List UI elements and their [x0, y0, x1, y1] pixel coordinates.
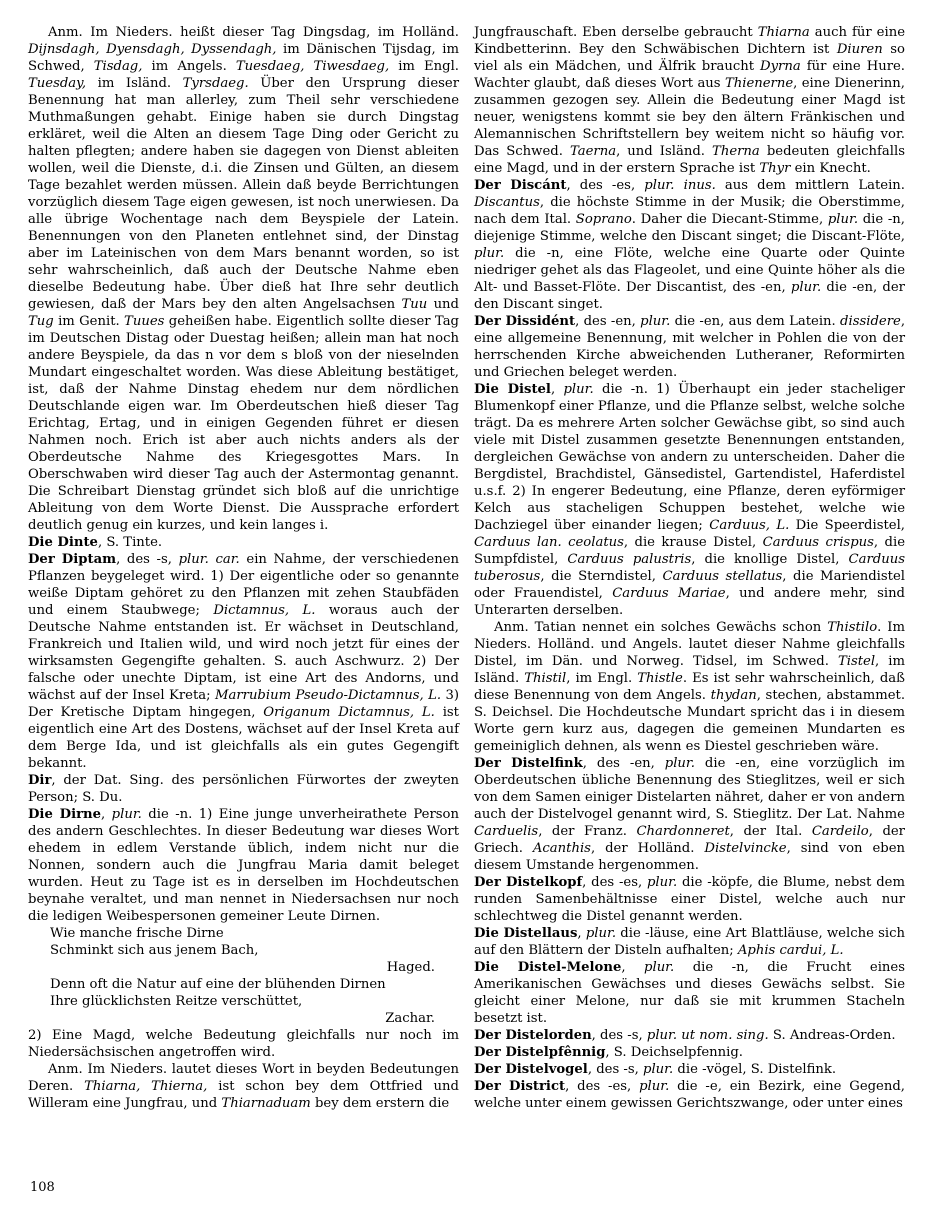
- dictionary-entry: Der Dissidént, des -en, plur. die -en, aus dem Latein. dissidere, eine allgemeine Benennung, mit welcher in Pohlen die von der herrschenden Kirche abweichenden Lutheraner, Reformirten und Griechen beleget werden.: [474, 314, 906, 380]
- dictionary-entry: Dir, der Dat. Sing. des persönlichen Fürwortes der zweyten Person; S. Du.: [28, 773, 459, 805]
- continuation-paragraph: Jungfrauschaft. Eben derselbe gebraucht Thiarna auch für eine Kindbetterinn. Bey den Schwäbischen Dichtern ist Diuren so viel als ein Mädchen, und Älfrik braucht Dyrna für eine Hure. Wachter glaubt, daß dieses Wort aus Thienerne, eine Dienerinn, zusammen gezogen sey. Allein die Bedeutung einer Magd ist neuer, wenigstens kommt sie bey den ältern Fränkischen und Alemannischen Schriftstellern bey weitem nicht so häufig vor. Das Schwed. Taerna, und Isländ. Therna bedeuten gleichfalls eine Magd, und in der erstern Sprache ist Thyr ein Knecht.: [474, 25, 905, 176]
- dictionary-entry: Die Distel-Melone, plur. die -n, die Frucht eines Amerikanischen Gewächses und dieses Gewächs selbst. Sie gleicht einer Melone, nur daß sie mit krummen Stacheln besetzt ist.: [474, 960, 905, 1026]
- dictionary-entry: Der Distelvogel, des -s, plur. die -vögel, S. Distelfink.: [474, 1062, 837, 1077]
- verse-line: Wie manche frische Dirne: [50, 926, 224, 941]
- annotation-paragraph: Anm. Im Nieders. heißt dieser Tag Dingsdag, im Holländ. Dijnsdagh, Dyensdagh, Dyssendagh, im Dänischen Tijsdag, im Schwed, Tisdag, im Angels. Tuesdaeg, Tiwesdaeg, im Engl. Tuesday, im Isländ. Tyrsdaeg. Über den Ursprung dieser Benennung hat man allerley, zum Theil sehr verschiedene Muthmaßungen gehabt. Einige haben sie durch Dingstag erkläret, weil die Alten an diesem Tage Ding oder Gericht zu halten pflegten; andere haben sie dagegen von Dienst ableiten wollen, weil die Dienste, d.i. die Zinsen und Gülten, an diesem Tage bezahlet werden müssen. Allein daß beyde Berrichtungen vorzüglich diesem Tage eigen gewesen, ist noch unerwiesen. Da alle übrige Wochentage nach dem Beyspiele der Latein. Benennungen von den Planeten entlehnet sind, der Dinstag aber im Lateinischen von dem Mars benannt worden, so ist sehr wahrscheinlich, daß auch der Deutsche Nahme eben dieselbe Bedeutung habe. Über dieß hat Ihre sehr deutlich gewiesen, daß der Mars bey den alten Angelsachsen Tuu und Tug im Genit. Tuues geheißen habe. Eigentlich sollte dieser Tag im Deutschen Distag oder Duestag heißen; allein man hat noch andere Beyspiele, da das n vor dem s bloß von der nieselnden Mundart eingeschaltet worden. Was diese Ableitung bestätiget, ist, daß der Nahme Dinstag ehedem nur dem nördlichen Deutschlande eigen war. Im Oberdeutschen hieß dieser Tag Erichtag, Ertag, und in einigen Gegenden führet er diesen Nahmen noch. Erich ist aber auch nichts anders als der Oberdeutsche Nahme des Kriegesgottes Mars. In Oberschwaben wird dieser Tag auch der Astermontag genannt. Die Schreibart Dienstag gründet sich bloß auf die unrichtige Ableitung von dem Worte Dienst. Die Aussprache erfordert deutlich genug ein kurzes, und kein langes i.: [28, 25, 459, 533]
- verse-line: Denn oft die Natur auf eine der blühenden Dirnen: [50, 977, 386, 992]
- dictionary-entry: Die Dirne, plur. die -n. 1) Eine junge unverheirathete Person des andern Geschlechtes. In dieser Bedeutung war dieses Wort ehedem in edlem Verstande üblich, indem nicht nur die Nonnen, sondern auch die Jungfrau Maria damit beleget wurden. Heut zu Tage ist es in derselben im Hochdeutschen beynahe veraltet, und man nennet in Niedersachsen nur noch die ledigen Weibespersonen gemeiner Leute Dirnen.: [28, 807, 459, 924]
- dictionary-entry: Der Diptam, des -s, plur. car. ein Nahme, der verschiedenen Pflanzen beygeleget wird. 1) Der eigentliche oder so genannte weiße Diptam gehöret zu den Pflanzen mit zehen Staubfäden und einem Staubwege; Dictamnus, L. woraus auch der Deutsche Nahme entstanden ist. Er wächset in Deutschland, Frankreich und Italien wild, und wird noch jetzt für eines der wirksamsten Gegengifte gehalten. S. auch Aschwurz. 2) Der falsche oder unechte Diptam, ist eine Art des Andorns, und wächst auf der Insel Kreta; Marrubium Pseudo-Dictamnus, L. 3) Der Kretische Diptam hingegen, Origanum Dictamnus, L. ist eigentlich eine Art des Dostens, wächset auf der Insel Kreta auf dem Berge Ida, und ist gleichfalls als ein gutes Gegengift bekannt.: [28, 552, 460, 771]
- dictionary-entry: Der District, des -es, plur. die -e, ein Bezirk, eine Gegend, welche unter einem gewissen Gerichtszwange, oder unter eines: [474, 1079, 905, 1111]
- dictionary-entry: Die Dinte, S. Tinte.: [28, 535, 163, 550]
- annotation-paragraph: Anm. Im Nieders. lautet dieses Wort in beyden Bedeutungen Deren. Thiarna, Thierna, ist schon bey dem Ottfried und Willeram eine Jungfrau, und Thiarnaduam bey dem erstern die: [28, 1062, 459, 1111]
- left-column: [28, 24, 459, 1112]
- verse-line: Ihre glücklichsten Reitze verschüttet,: [50, 994, 303, 1009]
- verse-attribution: Zachar.: [385, 1011, 435, 1026]
- dictionary-entry: Der Distelpfênnig, S. Deichselpfennig.: [474, 1045, 743, 1060]
- dictionary-entry: Der Discánt, des -es, plur. inus. aus dem mittlern Latein. Discantus, die höchste Stimme in der Musik; die Oberstimme, nach dem Ital. Soprano. Daher die Diecant-Stimme, plur. die -n, diejenige Stimme, welche den Discant singet; die Discant-Flöte, plur. die -n, eine Flöte, welche eine Quarte oder Quinte niedriger gehet als das Flageolet, und eine Quinte höher als die Alt- und Basset-Flöte. Der Discantist, des -en, plur. die -en, der den Discant singet.: [474, 178, 905, 312]
- page-number: 108: [30, 1180, 55, 1195]
- dictionary-entry: 2) Eine Magd, welche Bedeutung gleichfalls nur noch im Niedersächsischen angetroffen wird.: [28, 1028, 459, 1060]
- annotation-paragraph: Anm. Tatian nennet ein solches Gewächs schon Thistilo. Im Nieders. Holländ. und Angels. lautet dieser Nahme gleichfalls Distel, im Dän. und Norweg. Tidsel, im Schwed. Tistel, im Isländ. Thistil, im Engl. Thistle. Es ist sehr wahrscheinlich, daß diese Benennung von dem Angels. thydan, stechen, abstammet. S. Deichsel. Die Hochdeutsche Mundart spricht das i in diesem Worte gern kurz aus, dagegen die gemeinen Mundarten es gemeiniglich dehnen, als wenn es Diestel geschrieben wäre.: [474, 620, 906, 754]
- dictionary-entry: Der Distelkopf, des -es, plur. die -köpfe, die Blume, nebst dem runden Samenbehältnisse einer Distel, welche auch nur schlechtweg die Distel genannt werden.: [474, 875, 905, 924]
- dictionary-entry: Der Distelfink, des -en, plur. die -en, eine vorzüglich im Oberdeutschen übliche Benennung des Stieglitzes, weil er sich von dem Samen einiger Distelarten nähret, daher er von andern auch der Distelvogel genannt wird, S. Stieglitz. Der Lat. Nahme Carduelis, der Franz. Chardonneret, der Ital. Cardeilo, der Griech. Acanthis, der Holländ. Distelvincke, sind von eben diesem Umstande hergenommen.: [474, 756, 906, 873]
- verse-attribution: Haged.: [386, 960, 435, 975]
- dictionary-entry: Die Distel, plur. die -n. 1) Überhaupt ein jeder stacheliger Blumenkopf einer Pflanze, und die Pflanze selbst, welche solche trägt. Da es mehrere Arten solcher Gewächse gibt, so sind auch viele mit Distel zusammen gesetzte Benennungen entstanden, dergleichen Gewächse von andern zu unterscheiden. Daher die Bergdistel, Brachdistel, Gänsedistel, Gartendistel, Haferdistel u.s.f. 2) In engerer Bedeutung, eine Pflanze, deren eyförmiger Kelch aus stacheligen Schuppen bestehet, welche wie Dachziegel über einander liegen; Carduus, L. Die Speerdistel, Carduus lan. ceolatus, die krause Distel, Carduus crispus, die Sumpfdistel, Carduus palustris, die knollige Distel, Carduus tuberosus, die Sterndistel, Carduus stellatus, die Mariendistel oder Frauendistel, Carduus Mariae, und andere mehr, sind Unterarten derselben.: [474, 382, 906, 618]
- verse-line: Schminkt sich aus jenem Bach,: [50, 943, 259, 958]
- right-column: [474, 24, 905, 1112]
- dictionary-entry: Die Distellaus, plur. die -läuse, eine Art Blattläuse, welche sich auf den Blättern der Disteln aufhalten; Aphis cardui, L.: [474, 926, 905, 958]
- dictionary-entry: Der Distelorden, des -s, plur. ut nom. sing. S. Andreas-Orden.: [474, 1028, 896, 1043]
